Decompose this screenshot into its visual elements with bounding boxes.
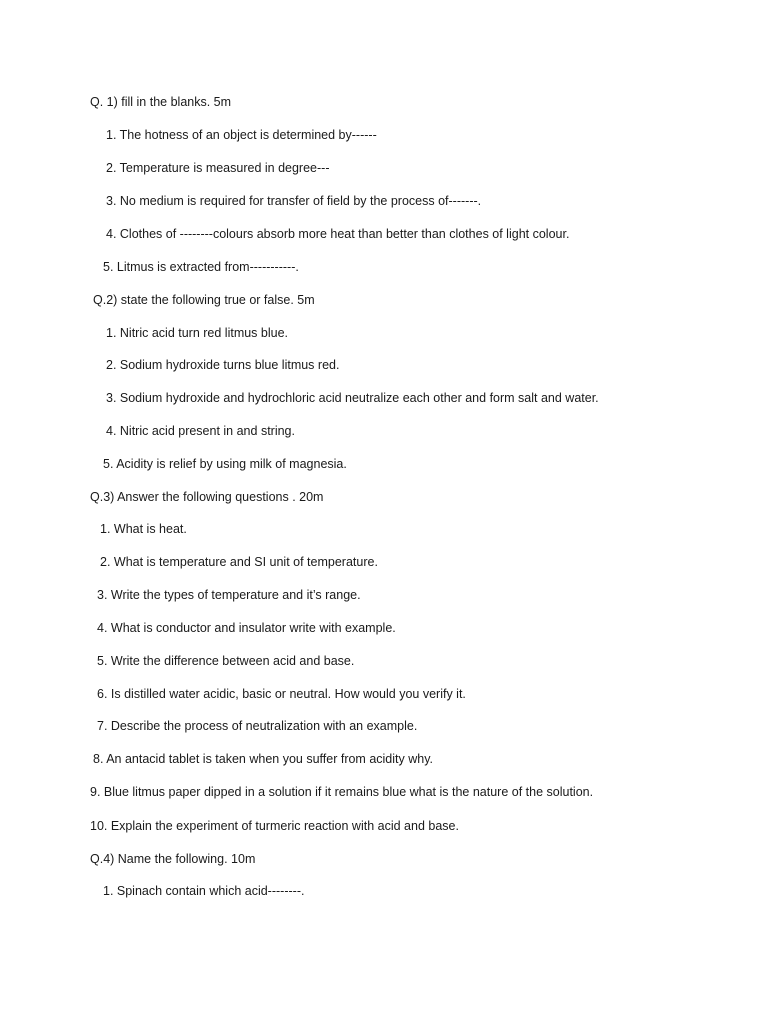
q3-item-4: 4. What is conductor and insulator write with example. (97, 621, 396, 635)
q3-item-7: 7. Describe the process of neutralization with an example. (97, 719, 418, 733)
q3-item-1: 1. What is heat. (100, 522, 187, 536)
q2-item-3: 3. Sodium hydroxide and hydrochloric acid neutralize each other and form salt and water. (106, 391, 599, 405)
q3-item-8: 8. An antacid tablet is taken when you suffer from acidity why. (93, 752, 433, 766)
q2-item-1: 1. Nitric acid turn red litmus blue. (106, 326, 289, 340)
q3-item-6: 6. Is distilled water acidic, basic or neutral. How would you verify it. (97, 687, 466, 701)
q1-item-2: 2. Temperature is measured in degree--- (106, 161, 330, 175)
q1-item-3: 3. No medium is required for transfer of field by the process of-------. (106, 194, 482, 208)
q1-item-5: 5. Litmus is extracted from-----------. (103, 260, 299, 274)
q2-item-4: 4. Nitric acid present in and string. (106, 424, 295, 438)
q1-item-4: 4. Clothes of --------colours absorb more heat than better than clothes of light colour. (106, 227, 570, 241)
q3-heading: Q.3) Answer the following questions . 20m (90, 490, 324, 504)
q3-item-3: 3. Write the types of temperature and it’s range. (97, 588, 361, 602)
q2-item-2: 2. Sodium hydroxide turns blue litmus red. (106, 358, 340, 372)
q3-item-9: 9. Blue litmus paper dipped in a solution if it remains blue what is the nature of the solution. (90, 785, 594, 799)
q3-item-2: 2. What is temperature and SI unit of temperature. (100, 555, 378, 569)
q4-item-1: 1. Spinach contain which acid--------. (103, 884, 305, 898)
q4-heading: Q.4) Name the following. 10m (90, 852, 256, 866)
q1-heading: Q. 1) fill in the blanks. 5m (90, 95, 232, 109)
q2-item-5: 5. Acidity is relief by using milk of magnesia. (103, 457, 347, 471)
q3-item-10: 10. Explain the experiment of turmeric reaction with acid and base. (90, 819, 459, 833)
q3-item-5: 5. Write the difference between acid and base. (97, 654, 355, 668)
q1-item-1: 1. The hotness of an object is determined by------ (106, 128, 377, 142)
q2-heading: Q.2) state the following true or false. 5m (93, 293, 315, 307)
